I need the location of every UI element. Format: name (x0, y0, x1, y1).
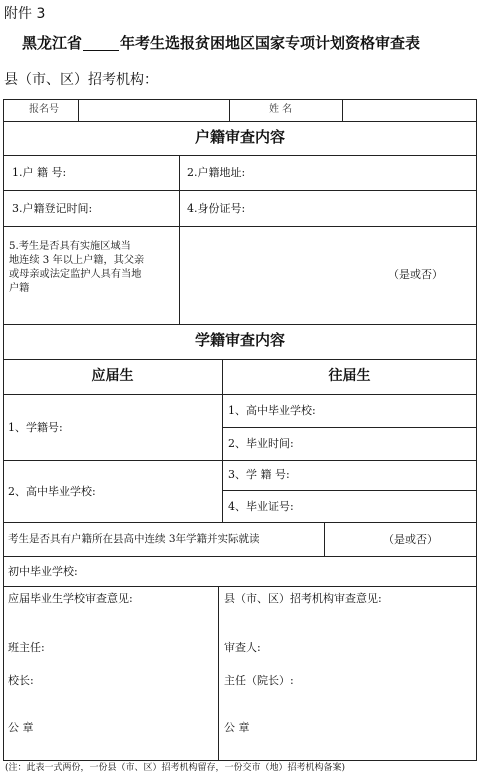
reg-no-field[interactable] (85, 102, 225, 118)
past-student-no-label: 3、学 籍 号: (228, 468, 290, 481)
household-section-title: 户籍审查内容 (194, 128, 285, 146)
hukou-question-line: 5.考生是否具有实施区域当 (9, 241, 131, 252)
past-grad-time-label: 2、毕业时间: (228, 437, 294, 450)
table-border-right (476, 99, 477, 761)
registration-time-label: 3.户籍登记时间: (12, 202, 93, 215)
current-grad-header: 应届生 (91, 368, 134, 384)
three-year-answer-hint: （是或否） (383, 533, 438, 546)
rule (3, 324, 477, 325)
table-border-bottom (3, 760, 477, 761)
head-teacher-label: 班主任: (8, 641, 45, 654)
hukou-question (9, 240, 175, 296)
table-border-top (3, 99, 477, 100)
hukou-answer-hint: （是或否） (388, 268, 443, 281)
principal-label: 校长: (8, 674, 34, 687)
rule (78, 99, 79, 121)
rule (3, 394, 477, 395)
name-label: 姓 名 (269, 104, 293, 115)
hukou-question-line: 或母亲或法定监护人具有当地 (9, 269, 142, 280)
agency-line: 县（市、区）招考机构： (4, 72, 158, 88)
past-school-label: 1、高中毕业学校: (228, 404, 316, 417)
director-label: 主任（院长）: (224, 674, 294, 687)
form-title (22, 36, 420, 51)
student-no-label: 1、学籍号: (8, 421, 63, 434)
title-prefix: 黑龙江省 (22, 34, 83, 52)
title-suffix: 年考生选报贫困地区国家专项计划资格审查表 (120, 34, 421, 52)
hukou-question-line: 户籍 (9, 283, 30, 294)
past-cert-no-label: 4、毕业证号: (228, 500, 294, 513)
name-field[interactable] (349, 102, 471, 118)
agency-review-title: 县（市、区）招考机构审查意见: (224, 592, 382, 605)
attachment-label: 附件 3 (4, 6, 46, 22)
rule (3, 121, 477, 122)
school-section-title: 学籍审查内容 (194, 331, 285, 349)
id-number-label: 4.身份证号: (187, 202, 246, 215)
school-review-title: 应届毕业生学校审查意见: (8, 592, 133, 605)
table-border-left (3, 99, 4, 761)
year-blank[interactable] (83, 36, 119, 51)
rule (3, 556, 477, 557)
hukou-address-label: 2.户籍地址: (187, 166, 246, 179)
rule (179, 155, 180, 324)
hs-school-label: 2、高中毕业学校: (8, 485, 96, 498)
hukou-no-label: 1.户 籍 号: (12, 166, 67, 179)
rule (229, 99, 230, 121)
agency-seal-label: 公 章 (224, 721, 250, 734)
school-seal-label: 公 章 (8, 721, 34, 734)
rule (222, 359, 223, 522)
rule (3, 155, 477, 156)
middle-school-label: 初中毕业学校: (8, 565, 78, 578)
reg-no-label: 报名号 (29, 104, 59, 115)
rule (324, 522, 325, 556)
rule (222, 490, 477, 491)
rule (218, 586, 219, 760)
rule (3, 586, 477, 587)
rule (3, 226, 477, 227)
rule (222, 427, 477, 428)
rule (3, 190, 477, 191)
three-year-question: 考生是否具有户籍所在县高中连续 3年学籍并实际就读 (8, 533, 260, 545)
rule (3, 359, 477, 360)
rule (3, 460, 477, 461)
hukou-question-line: 地连续 3 年以上户籍，其父亲 (9, 255, 145, 266)
footnote: (注：此表一式两份，一份县（市、区）招考机构留存，一份交市（地）招考机构备案) (5, 763, 346, 773)
past-grad-header: 往届生 (328, 368, 371, 384)
rule (342, 99, 343, 121)
qualification-table (3, 99, 477, 761)
reviewer-label: 审查人: (224, 641, 261, 654)
rule (3, 522, 477, 523)
